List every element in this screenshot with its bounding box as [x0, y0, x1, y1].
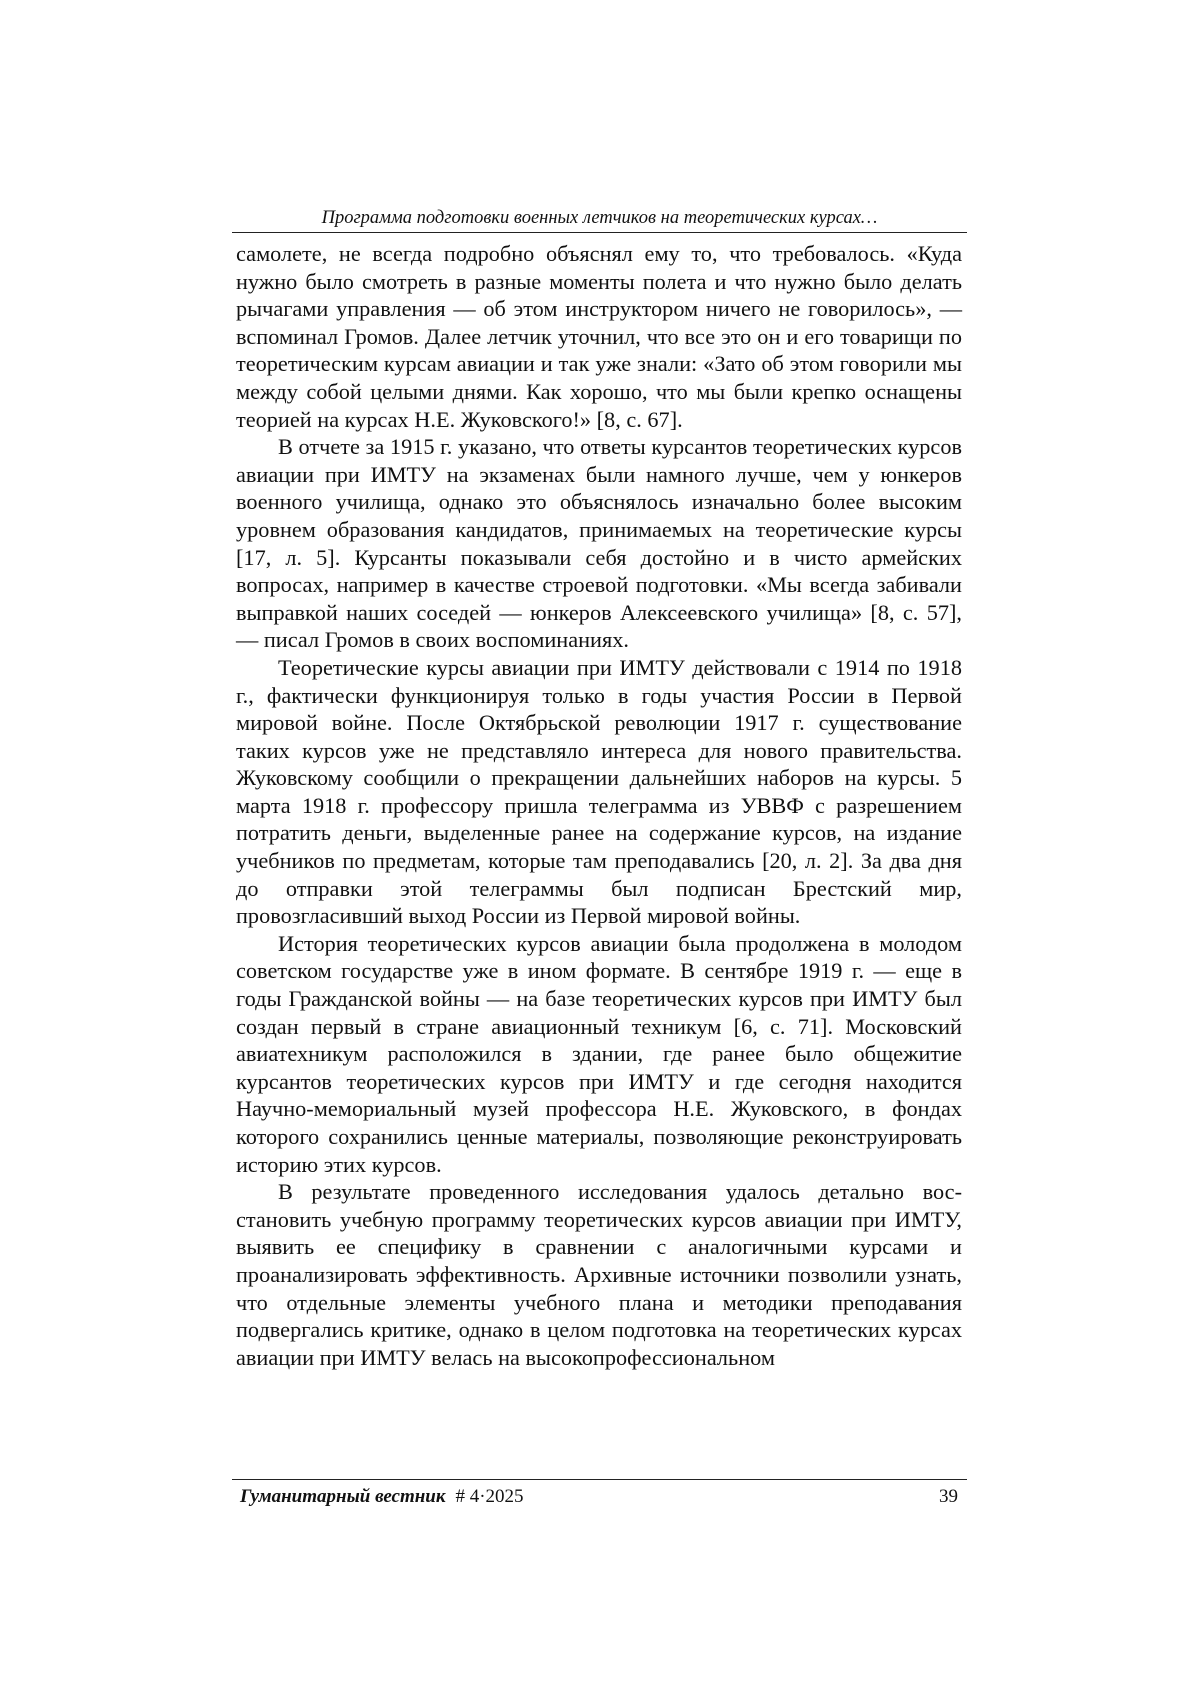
paragraph: Теоретические курсы авиации при ИМТУ действовали с 1914 по 1918 г., фактически функционируя только в годы участия России в Первой мировой войне. После Октябрьской революции 1917 г. существование таких курсов уже не представляло интереса для нового правительства. Жуковскому сообщили о прекращении дальнейших наборов на курсы. 5 марта 1918 г. профессору пришла телеграмма из УВВФ с разрешением потратить деньги, выделенные ранее на содержание курсов, на издание учебников по предметам, которые там преподавались [20, л. 2]. За два дня до отправки этой телеграммы был подписан Брестский мир, провозгласивший выход России из Первой мировой войны.	[236, 654, 962, 929]
issue-number: # 4·2025	[455, 1486, 524, 1507]
header-divider	[232, 232, 967, 233]
page-number: 39	[939, 1486, 958, 1507]
paragraph-continuation: самолете, не всегда подробно объяснял ему то, что требовалось. «Куда нужно было смотреть в разные моменты полета и что нужно было делать рычагами управления — об этом инструктором ничего не говорилось», — вспоминал Громов. Далее летчик уточнил, что все это он и его товарищи по теоретическим курсам авиации и так уже знали: «Зато об этом говорили мы между собой целыми днями. Как хорошо, что мы были крепко оснащены теорией на курсах Н.Е. Жуковского!» [8, с. 67].	[236, 241, 962, 432]
running-header: Программа подготовки военных летчиков на теоретических курсах…	[321, 208, 878, 228]
article-body	[236, 240, 962, 1371]
paragraph: История теоретических курсов авиации была продолжена в молодом советском государстве уже в ином формате. В сентябре 1919 г. — еще в годы Гражданской войны — на базе теоретических курсов при ИМТУ был создан первый в стране авиационный техникум [6, с. 71]. Московский авиатехникум расположился в здании, где ранее было общежитие курсантов теоретических курсов при ИМТУ и где сегодня находится Научно-мемориальный музей профессора Н.Е. Жуковского, в фондах которого сохранились ценные материалы, позволяющие реконструировать историю этих курсов.	[236, 930, 962, 1177]
page-footer	[240, 1483, 958, 1511]
paragraph: В отчете за 1915 г. указано, что ответы курсантов теоретических курсов авиации при ИМТУ на экзаменах были намного лучше, чем у юнкеров военного училища, однако это объяснялось изначально более высоким уровнем образования кандидатов, принимаемых на теоретические курсы [17, л. 5]. Курсанты показывали себя достойно и в чисто армейских вопросах, например в качестве строевой подготовки. «Мы всегда забивали выправкой наших соседей — юнкеров Алексеевского училища» [8, с. 57], — писал Громов в своих воспоминаниях.	[236, 434, 962, 653]
footer-divider	[232, 1479, 967, 1480]
paragraph: В результате проведенного исследования удалось детально восстановить учебную программу теоретических курсов авиации при ИМТУ, выявить ее специфику в сравнении с аналогичными курсами и проанализировать эффективность. Архивные источники позволили узнать, что отдельные элементы учебного плана и методики преподавания подвергались критике, однако в целом подготовка на теоретических курсах авиации при ИМТУ велась на высокопрофессиональном	[236, 1179, 962, 1370]
journal-title: Гуманитарный вестник	[240, 1486, 446, 1507]
